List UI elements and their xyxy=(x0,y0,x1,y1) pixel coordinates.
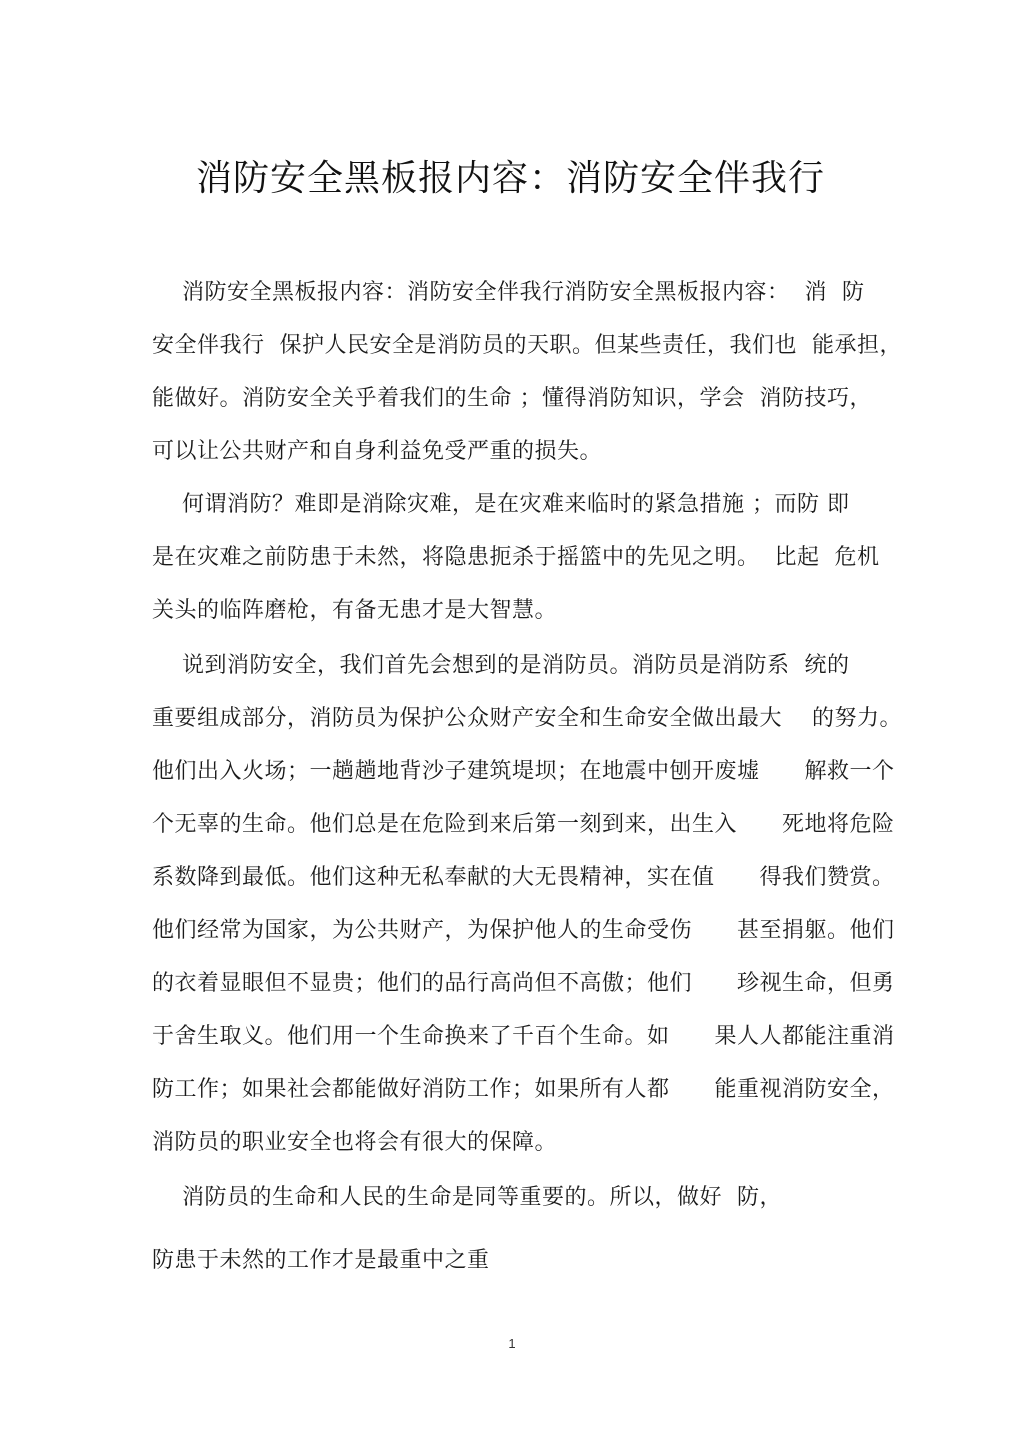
body-line: 安全伴我行 保护人民安全是消防员的天职。但某些责任，我们也 能承担， xyxy=(152,333,902,358)
body-line: 何谓消防？难即是消除灾难，是在灾难来临时的紧急措施 ；而防 即 xyxy=(152,492,850,517)
document-title: 消防安全黑板报内容：消防安全伴我行 xyxy=(196,158,826,199)
body-line: 系数降到最低。他们这种无私奉献的大无畏精神，实在值 得我们赞赏。 xyxy=(152,865,895,890)
body-line: 他们出入火场；一趟趟地背沙子建筑堤坝；在地震中刨开废墟 解救一个 xyxy=(152,759,895,784)
body-line: 关头的临阵磨枪，有备无患才是大智慧。 xyxy=(152,598,558,623)
body-line: 消防员的生命和人民的生命是同等重要的。所以，做好 防， xyxy=(152,1185,782,1210)
body-line: 重要组成部分，消防员为保护公众财产安全和生命安全做出最大 的努力。 xyxy=(152,706,902,731)
body-line: 消防员的职业安全也将会有很大的保障。 xyxy=(152,1130,558,1155)
body-line: 能做好。消防安全关乎着我们的生命 ；懂得消防知识，学会 消防技巧， xyxy=(152,386,872,411)
body-line: 个无辜的生命。他们总是在危险到来后第一刻到来，出生入 死地将危险 xyxy=(152,812,895,837)
body-line: 他们经常为国家，为公共财产，为保护他人的生命受伤 甚至捐躯。他们 xyxy=(152,918,895,943)
body-line: 消防安全黑板报内容：消防安全伴我行消防安全黑板报内容： 消 防 xyxy=(152,280,865,305)
body-line: 的衣着显眼但不显贵；他们的品行高尚但不高傲；他们 珍视生命，但勇 xyxy=(152,971,895,996)
body-line: 防患于未然的工作才是最重中之重 xyxy=(152,1248,490,1273)
page-number: 1 xyxy=(508,1336,516,1351)
body-line: 说到消防安全，我们首先会想到的是消防员。消防员是消防系 统的 xyxy=(152,653,850,678)
body-line: 防工作；如果社会都能做好消防工作；如果所有人都 能重视消防安全， xyxy=(152,1077,895,1102)
body-line: 于舍生取义。他们用一个生命换来了千百个生命。如 果人人都能注重消 xyxy=(152,1024,895,1049)
body-line: 是在灾难之前防患于未然，将隐患扼杀于摇篮中的先见之明。 比起 危机 xyxy=(152,545,880,570)
body-line: 可以让公共财产和自身利益免受严重的损失。 xyxy=(152,439,603,464)
